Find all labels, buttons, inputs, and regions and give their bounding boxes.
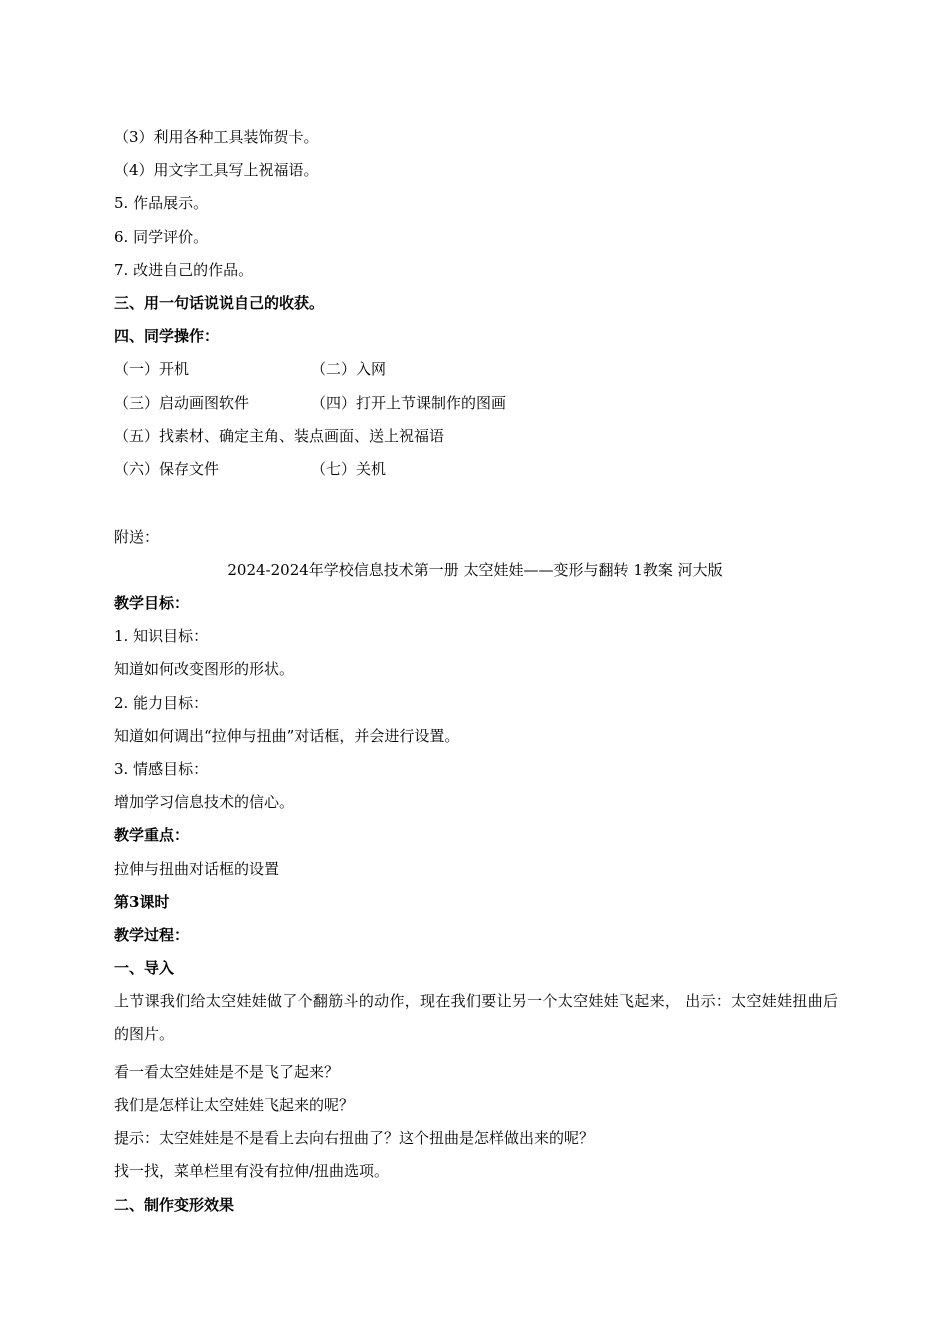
intro-question-2: 我们是怎样让太空娃娃飞起来的呢？ xyxy=(114,1096,355,1114)
intro-task: 找一找，菜单栏里有没有拉伸/扭曲选项。 xyxy=(114,1162,390,1180)
step-save-file: （六）保存文件 xyxy=(114,460,220,478)
intro-question-1: 看一看太空娃娃是不是飞了起来？ xyxy=(114,1063,340,1081)
heading-introduction: 一、导入 xyxy=(114,959,175,977)
heading-make-effect: 二、制作变形效果 xyxy=(114,1196,235,1214)
goal-knowledge-label: 1. 知识目标： xyxy=(114,627,209,645)
step-launch-paint: （三）启动画图软件 xyxy=(114,394,250,412)
section-heading-operation: 四、同学操作： xyxy=(114,327,220,345)
goal-emotion-label: 3. 情感目标： xyxy=(114,760,209,778)
lesson-period: 第3课时 xyxy=(114,893,170,911)
appendix-label: 附送： xyxy=(114,528,160,546)
step-connect-network: （二）入网 xyxy=(311,360,387,378)
heading-teaching-process: 教学过程： xyxy=(114,926,190,944)
list-item-show-work: 5. 作品展示。 xyxy=(114,194,209,212)
heading-teaching-goals: 教学目标： xyxy=(114,594,190,612)
lesson-title: 2024-2024年学校信息技术第一册 太空娃娃——变形与翻转 1教案 河大版 xyxy=(227,561,723,579)
goal-ability-label: 2. 能力目标： xyxy=(114,694,209,712)
step-power-on: （一）开机 xyxy=(114,360,190,378)
heading-key-point: 教学重点： xyxy=(114,826,190,844)
list-item-decorate-card: （3）利用各种工具装饰贺卡。 xyxy=(114,128,319,146)
step-find-material: （五）找素材、确定主角、装点画面、送上祝福语 xyxy=(114,427,445,445)
list-item-write-greeting: （4）用文字工具写上祝福语。 xyxy=(114,161,319,179)
intro-paragraph: 上节课我们给太空娃娃做了个翻筋斗的动作，现在我们要让另一个太空娃娃飞起来， 出示：太空娃娃扭曲后的图片。 xyxy=(114,992,838,1043)
section-heading-harvest: 三、用一句话说说自己的收获。 xyxy=(114,294,325,312)
list-item-peer-review: 6. 同学评价。 xyxy=(114,228,209,246)
list-item-improve-work: 7. 改进自己的作品。 xyxy=(114,261,254,279)
goal-knowledge-text: 知道如何改变图形的形状。 xyxy=(114,660,295,678)
step-open-picture: （四）打开上节课制作的图画 xyxy=(311,394,507,412)
key-point-text: 拉伸与扭曲对话框的设置 xyxy=(114,860,280,878)
goal-emotion-text: 增加学习信息技术的信心。 xyxy=(114,793,295,811)
step-shutdown: （七）关机 xyxy=(311,460,387,478)
goal-ability-text: 知道如何调出“拉伸与扭曲”对话框，并会进行设置。 xyxy=(114,727,460,745)
intro-hint: 提示：太空娃娃是不是看上去向右扭曲了？这个扭曲是怎样做出来的呢？ xyxy=(114,1129,595,1147)
